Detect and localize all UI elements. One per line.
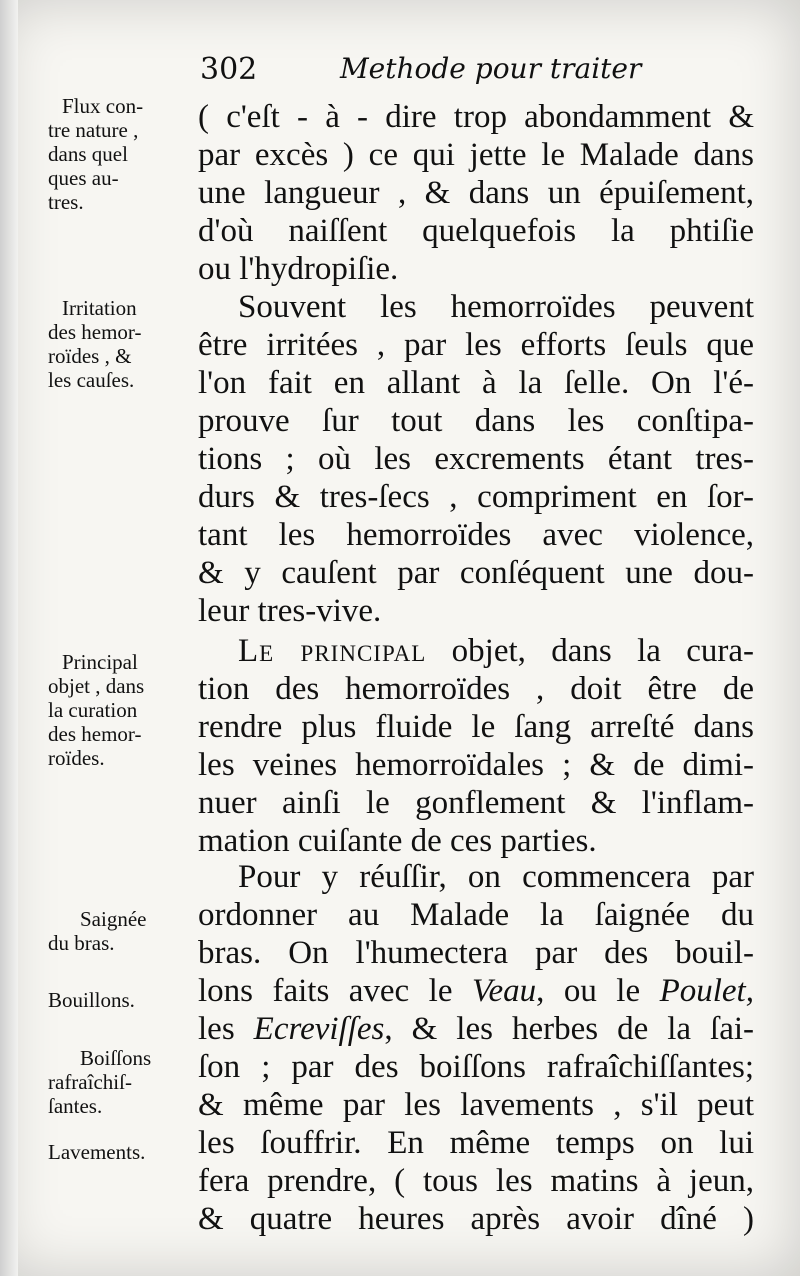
- margin-note-lavements: Lavements.: [48, 1140, 146, 1164]
- text-line: & quatre heures après avoir dîné ): [198, 1201, 754, 1237]
- text-line: fera prendre, ( tous les matins à jeun,: [198, 1163, 754, 1199]
- text-line: leur tres-vive.: [198, 593, 382, 629]
- text-line: être irritées , par les efforts ſeuls que: [198, 327, 754, 363]
- text-line: & même par les lavements , s'il peut: [198, 1087, 754, 1123]
- text-line: & y cauſent par conſéquent une dou-: [198, 555, 754, 591]
- margin-note-boissons: Boiſſons rafraîchiſ- ſantes.: [48, 1046, 152, 1118]
- text-line: Le principal objet, dans la cura-: [238, 633, 755, 669]
- text-line: rendre plus fluide le ſang arreſté dans: [198, 709, 754, 745]
- text-line: les veines hemorroïdales ; & de dimi-: [198, 747, 754, 783]
- text-line: tant les hemorroïdes avec violence,: [198, 517, 754, 553]
- text-line: bras. On l'humectera par des bouil-: [198, 935, 754, 971]
- text-line: l'on fait en allant à la ſelle. On l'é-: [198, 365, 754, 401]
- text-line: ordonner au Malade la ſaignée du: [198, 897, 754, 933]
- text-line: une langueur , & dans un épuiſement,: [198, 175, 754, 211]
- page-edge-shadow: [0, 0, 18, 1276]
- text-line: Souvent les hemorroïdes peuvent: [238, 289, 754, 325]
- text-line: les Ecreviſſes, & les herbes de la ſai-: [198, 1011, 755, 1047]
- margin-note-saignee: Saignée du bras.: [48, 907, 147, 955]
- margin-note-principal: Principal objet , dans la curation des hemor- roïdes.: [48, 650, 145, 770]
- text-line: les ſouffrir. En même temps on lui: [198, 1125, 754, 1161]
- text-line: par excès ) ce qui jette le Malade dans: [198, 137, 754, 173]
- text-line: mation cuiſante de ces parties.: [198, 823, 597, 859]
- text-line: prouve ſur tout dans les conſtipa-: [198, 403, 754, 439]
- text-line: ( c'eſt - à - dire trop abondamment &: [198, 99, 754, 135]
- running-title: Methode pour traiter: [340, 52, 642, 85]
- margin-note-flux: Flux con- tre nature , dans quel ques au- tres.: [48, 94, 144, 214]
- text-line: durs & tres-ſecs , compriment en ſor-: [198, 479, 754, 515]
- text-line: d'où naiſſent quelquefois la phtiſie: [198, 213, 754, 249]
- text-line: Pour y réuſſir, on commencera par: [238, 859, 754, 895]
- margin-note-bouillons: Bouillons.: [48, 988, 135, 1012]
- text-line: ſon ; par des boiſſons rafraîchiſſantes;: [198, 1049, 754, 1085]
- text-line: tion des hemorroïdes , doit être de: [198, 671, 754, 707]
- page-number: 302: [200, 52, 258, 87]
- text-line: ou l'hydropiſie.: [198, 251, 399, 287]
- small-caps-lead: Le principal: [238, 633, 427, 669]
- text-line: lons faits avec le Veau, ou le Poulet,: [198, 973, 754, 1009]
- margin-note-irritation: Irritation des hemor- roïdes , & les cauſes.: [48, 296, 142, 392]
- page-header: [200, 52, 760, 92]
- text-line: tions ; où les excrements étant tres-: [198, 441, 754, 477]
- text-line: nuer ainſi le gonflement & l'inflam-: [198, 785, 754, 821]
